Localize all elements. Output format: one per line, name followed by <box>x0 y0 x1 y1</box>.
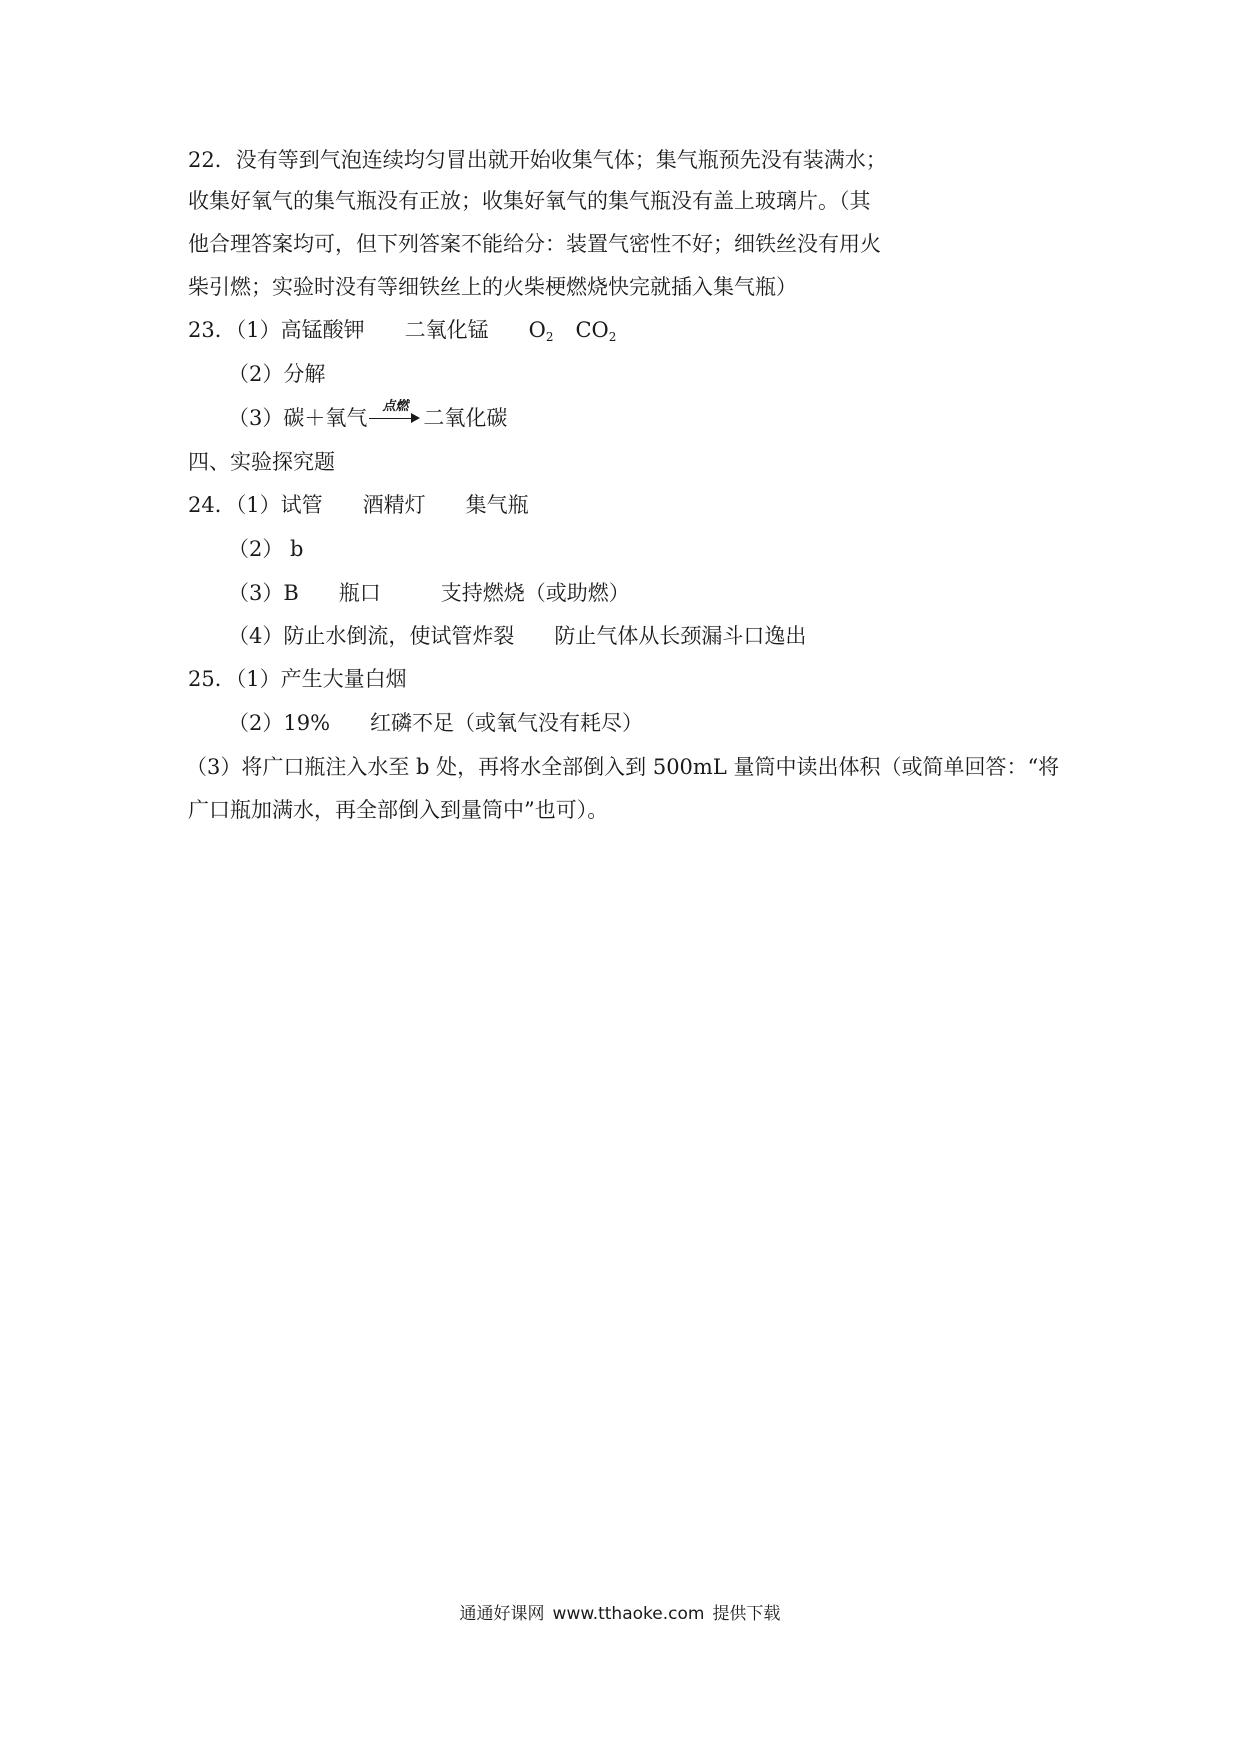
q24-part-4-label: （4）防止水倒流，使试管炸裂 <box>228 624 515 648</box>
reaction-condition: 点燃 <box>382 399 409 414</box>
reaction-arrow-icon <box>367 399 423 433</box>
q24-part-3-label: （3）B <box>228 581 299 605</box>
footer-url[interactable]: www.tthaoke.com <box>552 1604 705 1624</box>
q25-part-2-b: 红磷不足（或氧气没有耗尽） <box>370 711 644 735</box>
q25-part-3-line-2: 广口瓶加满水，再全部倒入到量筒中”也可）。 <box>188 798 609 822</box>
q24-part-4-b: 防止气体从长颈漏斗口逸出 <box>554 624 807 648</box>
q24-answer-c: 集气瓶 <box>465 493 529 517</box>
q23-formula-o2: O2 <box>528 318 554 344</box>
q22-line-3: 他合理答案均可，但下列答案不能给分：装置气密性不好；细铁丝没有用火 <box>188 232 881 256</box>
q23-equation-left: （3）碳＋氧气 <box>228 406 368 430</box>
q23-part-3 <box>228 399 508 433</box>
q23-part-1-label: 23．（1）高锰酸钾 <box>188 318 365 342</box>
q23-answer-b: 二氧化锰 <box>404 318 489 342</box>
q25-part-2-label: （2）19% <box>228 711 331 735</box>
footer-site-name: 通通好课网 <box>459 1604 545 1624</box>
q23-part-2: （2）分解 <box>228 362 326 386</box>
q25-part-2 <box>228 708 643 738</box>
q23-formula-co2: CO2 <box>575 318 617 344</box>
q23-part-1 <box>188 315 616 348</box>
q24-part-1-label: 24．（1）试管 <box>188 493 323 517</box>
section-heading: 四、实验探究题 <box>188 450 335 474</box>
q24-answer-b: 酒精灯 <box>362 493 426 517</box>
q24-part-4 <box>228 621 806 651</box>
page-footer <box>0 1602 1240 1626</box>
q25-part-3-line-1: （3）将广口瓶注入水至 b 处，再将水全部倒入到 500mL 量筒中读出体积（或简单回答：“将 <box>186 755 1060 779</box>
q23-equation-right: 二氧化碳 <box>423 406 508 430</box>
q24-part-1 <box>188 490 529 520</box>
q24-part-2: （2） b <box>228 537 304 561</box>
q25-part-1: 25．（1）产生大量白烟 <box>188 667 407 691</box>
q22-line-4: 柴引燃；实验时没有等细铁丝上的火柴梗燃烧快完就插入集气瓶） <box>188 275 797 299</box>
q24-part-3-b: 瓶口 <box>338 581 381 605</box>
q24-part-3-c: 支持燃烧（或助燃） <box>440 581 630 605</box>
footer-suffix: 提供下载 <box>712 1604 781 1624</box>
q22-line-2: 收集好氧气的集气瓶没有正放；收集好氧气的集气瓶没有盖上玻璃片。（其 <box>188 189 871 213</box>
q24-part-3 <box>228 578 630 608</box>
q22-line-1: 22．没有等到气泡连续均匀冒出就开始收集气体；集气瓶预先没有装满水； <box>188 148 887 172</box>
